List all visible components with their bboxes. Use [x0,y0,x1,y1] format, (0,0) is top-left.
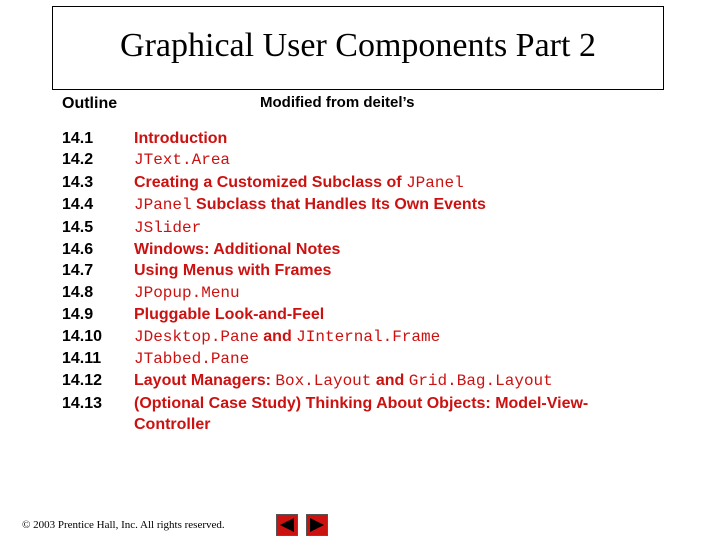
toc-title [134,348,662,370]
toc-title [134,260,662,281]
code-text: Box.Layout [275,372,372,391]
code-text: JPopup.Menu [134,283,240,302]
code-text: JPanel [406,173,464,192]
slide-title: Graphical User Components Part 2 [120,27,596,64]
table-of-contents [62,128,662,436]
toc-title [134,239,662,260]
copyright-footer: © 2003 Prentice Hall, Inc. All rights reserved. [22,519,225,531]
toc-title [134,370,662,392]
title-text-segment: Creating a Customized Subclass of [134,173,407,191]
code-text: Grid.Bag.Layout [408,372,553,391]
toc-title [134,149,662,171]
toc-title [134,217,662,239]
toc-item [62,282,662,304]
toc-title [134,304,662,325]
code-text: JInternal.Frame [296,327,441,346]
title-text-segment: Windows: Additional Notes [134,241,341,259]
code-text: JTabbed.Pane [134,350,250,369]
code-text: JDesktop.Pane [134,327,259,346]
toc-item [62,217,662,239]
toc-item [62,128,662,149]
title-text-segment: Using Menus with Frames [134,262,332,280]
toc-number: 14.11 [62,350,102,368]
outline-label: Outline [62,95,118,112]
toc-item [62,348,662,370]
code-text: JSlider [134,218,202,237]
toc-number: 14.9 [62,306,94,324]
toc-title [134,172,662,194]
toc-title [134,393,662,436]
left-arrow-icon [279,518,295,532]
title-text-segment: and [371,372,409,390]
toc-item [62,194,662,216]
title-text-segment: Pluggable Look-and-Feel [134,306,325,324]
toc-number: 14.8 [62,283,94,301]
toc-number: 14.12 [62,372,103,390]
title-text-segment: (Optional Case Study) Thinking About Objects: Model-View-Controller [134,394,589,434]
toc-item [62,239,662,260]
toc-title [134,282,662,304]
subtitle: Modified from deitel’s [260,94,415,111]
code-text: JText.Area [134,151,231,170]
toc-number: 14.10 [62,327,103,345]
toc-number: 14.3 [62,173,94,191]
toc-number: 14.7 [62,262,94,280]
next-slide-button[interactable] [306,514,328,536]
toc-item [62,370,662,392]
toc-number: 14.13 [62,394,103,412]
toc-item [62,304,662,325]
toc-title [134,194,662,216]
toc-item [62,326,662,348]
toc-title [134,128,662,149]
toc-item [62,172,662,194]
toc-item [62,393,662,436]
title-text-segment: Subclass that Handles Its Own Events [191,196,486,214]
title-text-segment: Layout Managers: [134,372,276,390]
toc-number: 14.5 [62,218,94,236]
title-text-segment: and [258,327,297,345]
right-arrow-icon [309,518,325,532]
code-text: JPanel [134,196,192,215]
toc-item [62,260,662,281]
toc-title [134,326,662,348]
toc-number: 14.1 [62,130,94,147]
title-box [52,6,664,90]
previous-slide-button[interactable] [276,514,298,536]
toc-number: 14.6 [62,241,94,259]
toc-number: 14.2 [62,151,94,169]
toc-number: 14.4 [62,196,94,214]
toc-item [62,149,662,171]
title-text-segment: Introduction [134,130,228,147]
